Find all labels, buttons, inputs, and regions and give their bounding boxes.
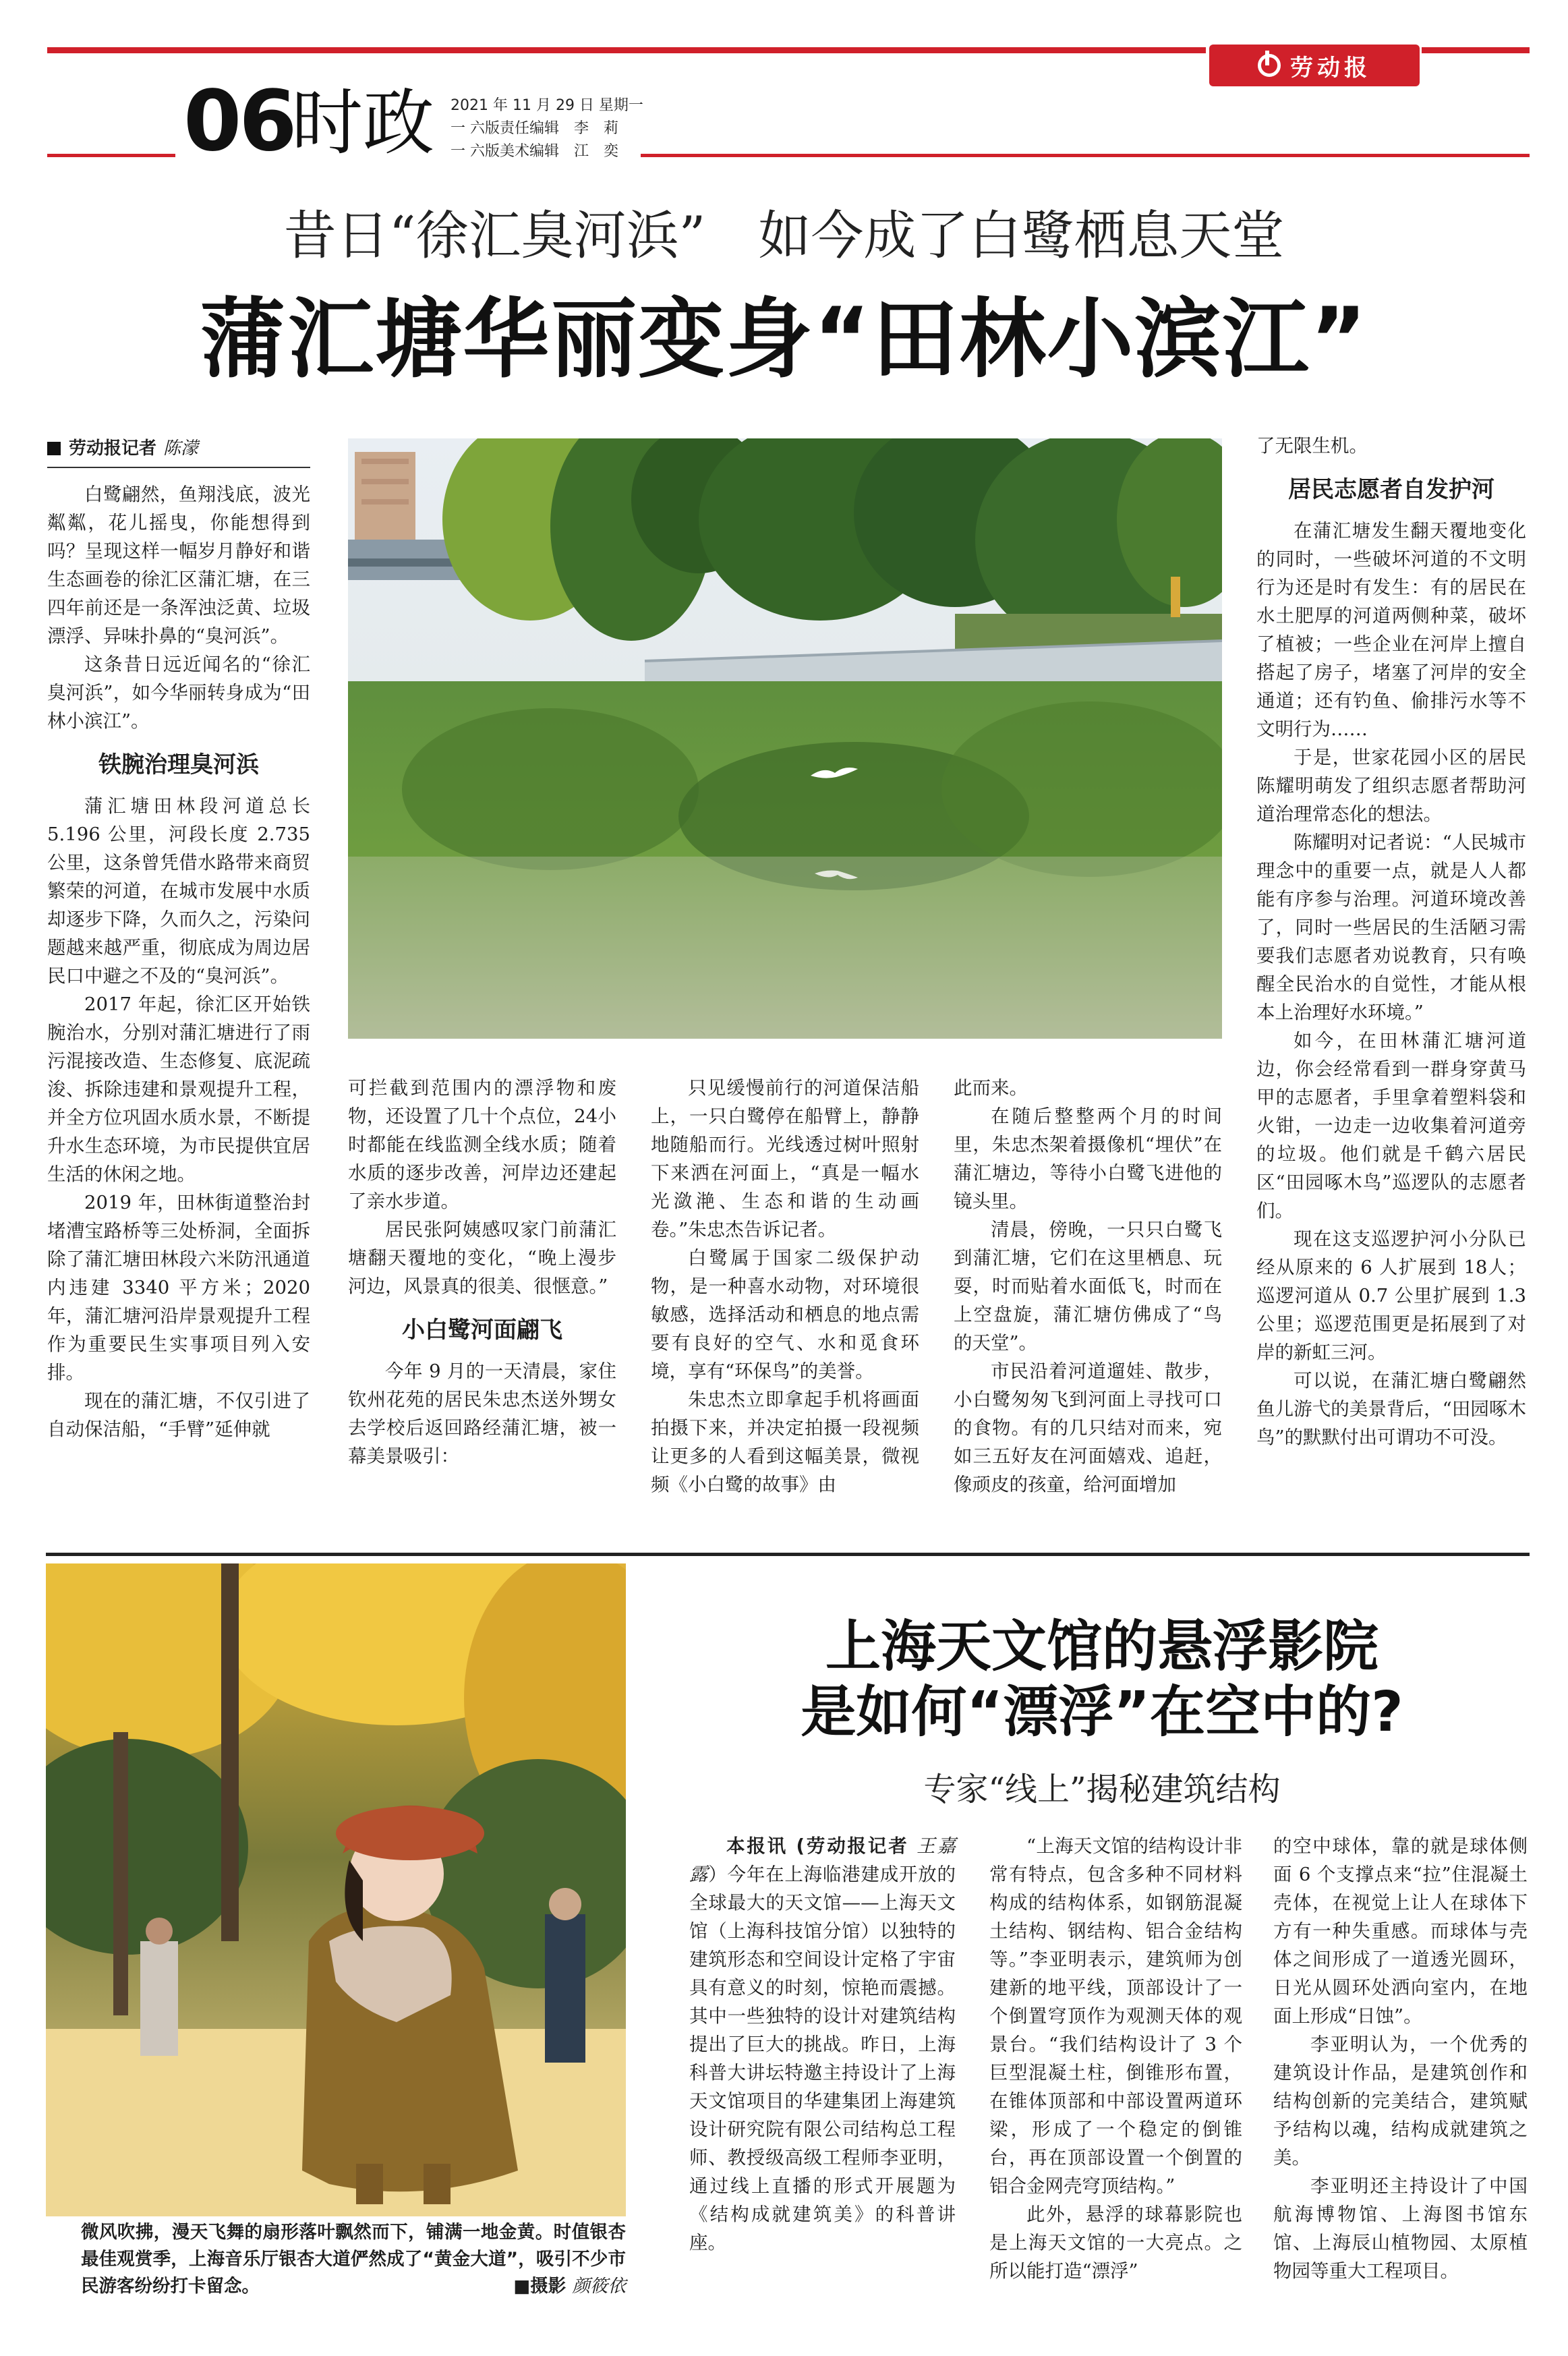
subheading: 铁腕治理臭河浜 [98,751,259,778]
article2-lead-name: 王嘉露 [689,1835,956,1885]
subheading: 居民志愿者自发护河 [1288,476,1494,503]
paragraph: 这条昔日远近闻名的“徐汇臭河浜”，如今华丽转身成为“田林小滨江”。 [47,654,310,732]
article-headline: 蒲汇塘华丽变身“田林小滨江” [200,289,1368,390]
paragraph: 现在这支巡逻护河小分队已经从原来的 6 人扩展到 18人；巡逻河道从 0.7 公里扩展到 1.3 公里；巡逻范围更是拓展到了对岸的新虹三河。 [1256,1228,1526,1363]
masthead-top-rule [47,47,1206,53]
ginkgo-photo-image [46,1563,626,2216]
masthead-left-rule [47,154,175,157]
article1-column-2 [348,1074,616,1470]
paragraph [689,1832,956,2257]
caption-text: 微风吹拂，漫天飞舞的扇形落叶飘然而下，铺满一地金黄。时值银杏最佳观赏季，上海音乐厅银杏大道俨然成了“黄金大道”，吸引不少市民游客纷纷打卡留念。 [81,2222,626,2297]
article2-headline-line2: 是如何“漂浮”在空中的? [801,1679,1403,1744]
paragraph: 现在的蒲汇塘，不仅引进了自动保洁船，“手臂”延伸就 [47,1390,310,1440]
paragraph: 如今，在田林蒲汇塘河道边，你会经常看到一群身穿黄马甲的志愿者，手里拿着塑料袋和火钳，一边走一边收集着河道旁的垃圾。他们就是千鹤六居民区“田园啄木鸟”巡逻队的志愿者们。 [1256,1030,1526,1222]
photo-caption [81,2219,626,2300]
paragraph: 的空中球体，靠的就是球体侧面 6 个支撑点来“拉”住混凝土壳体，在视觉上让人在球体下方有一种失重感。而球体与壳体之间形成了一道透光圆环，日光从圆环处洒向室内，在地面上形成“日蚀”。 [1273,1835,1528,2027]
ginkgo-photo [46,1563,626,2216]
article2-lead-text: ）今年在上海临港建成开放的全球最大的天文馆——上海天文馆（上海科技馆分馆）以独特的建筑形态和空间设计定格了宇宙具有意义的时刻，惊艳而震撼。其中一些独特的设计对建筑结构提出了巨大的挑战。昨日，上海科普大讲坛特邀主持设计了上海天文馆项目的华建集团上海建筑设计研究院有限公司结构总工程师、教授级高级工程师李亚明，通过线上直播的形式开展题为《结构成就建筑美》的科普讲座。 [689,1864,956,2253]
paragraph: 白鹭属于国家二级保护动物，是一种喜水动物，对环境很敏感，选择活动和栖息的地点需要有良好的空气、水和觅食环境，享有“环保鸟”的美誉。 [651,1247,919,1382]
article2-column-3 [1273,1832,1528,2285]
paragraph: 蒲汇塘田林段河道总长5.196 公里，河段长度 2.735 公里，这条曾凭借水路带来商贸繁荣的河道，在城市发展中水质却逐步下降，久而久之，污染问题越来越严重，彻底成为周边居民口中避之不及的“臭河浜”。 [47,795,310,987]
photo-credit-label: ■摄影 [513,2276,567,2297]
masthead-right-rule [1422,47,1530,53]
editor-line: 一 六版责任编辑 李 莉 [451,120,618,137]
byline-label: 劳动报记者 [69,438,157,459]
subheading: 小白鹭河面翩飞 [402,1317,562,1344]
paragraph: 李亚明认为，一个优秀的建筑设计作品，是建筑创作和结构创新的完美结合，建筑赋予结构以魂，结构成就建筑之美。 [1273,2034,1528,2168]
paragraph: 居民张阿姨感叹家门前蒲汇塘翻天覆地的变化，“晚上漫步河边，风景真的很美、很惬意。” [348,1219,616,1297]
paragraph: 朱忠杰立即拿起手机将画面拍摄下来，并决定拍摄一段视频让更多的人看到这幅美景，微视频《小白鹭的故事》由 [651,1389,919,1495]
paragraph: 可以说，在蒲汇塘白鹭翩然鱼儿游弋的美景背后，“田园啄木鸟”的默默付出可谓功不可没。 [1256,1370,1526,1448]
river-photo-image [348,438,1222,1039]
paragraph: 清晨，傍晚，一只只白鹭飞到蒲汇塘，它们在这里栖息、玩耍，时而贴着水面低飞，时而在上空盘旋，蒲汇塘仿佛成了“鸟的天堂”。 [954,1219,1222,1354]
byline-square-icon [47,442,61,455]
article1-column-4 [954,1074,1222,1499]
article1-column-1 [47,480,310,1443]
article2-column-1 [689,1832,956,2257]
byline-name: 陈濛 [163,438,199,459]
paragraph: “上海天文馆的结构设计非常有特点，包含多种不同材料构成的结构体系，如钢筋混凝土结构、钢结构、铝合金结构等。”李亚明表示，建筑师为创建新的地平线，顶部设计了一个倒置穹顶作为观测天体的观景台。“我们结构设计了 3 个巨型混凝土柱，倒锥形布置，在锥体顶部和中部设置两道环梁，形成了一个稳定的倒锥台，再在顶部设置一个倒置的铝合金网壳穹顶结构。” [989,1835,1242,2197]
paragraph: 了无限生机。 [1256,435,1368,457]
river-photo [348,438,1222,1039]
paragraph: 白鹭翩然，鱼翔浅底，波光粼粼，花儿摇曳，你能想得到吗？呈现这样一幅岁月静好和谐生态画卷的徐汇区蒲汇塘，在三四年前还是一条浑浊泛黄、垃圾漂浮、异味扑鼻的“臭河浜”。 [47,484,310,647]
masthead-bottom-rule [641,154,1530,157]
paragraph: 2019 年，田林街道整治封堵漕宝路桥等三处桥洞，全面拆除了蒲汇塘田林段六米防汛通道内违建 3340 平方米；2020年，蒲汇塘河沿岸景观提升工程作为重要民生实事项目列入安排。 [47,1192,310,1383]
paragraph: 此而来。 [954,1077,1028,1099]
photo-credit [513,2273,626,2300]
paragraph: 2017 年起，徐汇区开始铁腕治水，分别对蒲汇塘进行了雨污混接改造、生态修复、底泥疏浚、拆除违建和景观提升工程，并全方位巩固水质水景，不断提升水生态环境，为市民提供宜居生活的休闲之地。 [47,994,310,1185]
paragraph: 市民沿着河道遛娃、散步，小白鹭匆匆飞到河面上寻找可口的食物。有的几只结对而来，宛如三五好友在河面嬉戏、追赶，像顽皮的孩童，给河面增加 [954,1360,1222,1495]
paragraph: 李亚明还主持设计了中国航海博物馆、上海图书馆东馆、上海辰山植物园、太原植物园等重大工程项目。 [1273,2175,1528,2282]
date-line: 2021 年 11 月 29 日 星期一 [451,97,643,114]
paragraph: 在蒲汇塘发生翻天覆地变化的同时，一些破坏河道的不文明行为还是时有发生：有的居民在水土肥厚的河道两侧种菜，破坏了植被；一些企业在河岸上擅自搭起了房子，堵塞了河岸的安全通道；还有钓鱼、偷排污水等不文明行为…… [1256,520,1526,740]
byline [47,434,310,459]
paragraph: 只见缓慢前行的河道保洁船上，一只白鹭停在船臂上，静静地随船而行。光线透过树叶照射下来洒在河面上，“真是一幅水光潋滟、生态和谐的生动画卷。”朱忠杰告诉记者。 [651,1077,919,1240]
paragraph: 此外，悬浮的球幕影院也是上海天文馆的一大亮点。之所以能打造“漂浮” [989,2204,1242,2282]
article-kicker: 昔日“徐汇臭河浜” 如今成了白鹭栖息天堂 [283,206,1285,266]
photo-credit-name: 颜筱依 [572,2276,626,2297]
article1-column-3 [651,1074,919,1499]
page-number: 06 [183,73,295,170]
article2-deck: 专家“线上”揭秘建筑结构 [923,1771,1281,1808]
article2-column-2 [989,1832,1242,2285]
article1-column-5 [1256,432,1526,1452]
logo-icon [1258,54,1281,77]
logo-text: 劳动报 [1290,54,1371,82]
section-name: 时政 [291,82,434,165]
article2-headline-line1: 上海天文馆的悬浮影院 [825,1615,1378,1679]
paragraph: 陈耀明对记者说：“人民城市理念中的重要一点，就是人人都能有序参与治理。河道环境改善了，同时一些居民的生活陋习需要我们志愿者劝说教育，只有唤醒全民治水的自觉性，才能从根本上治理好水环境。” [1256,832,1526,1023]
paragraph: 可拦截到范围内的漂浮物和废物，还设置了几十个点位，24小时都能在线监测全线水质；随着水质的逐步改善，河岸边还建起了亲水步道。 [348,1077,616,1212]
art-editor-line: 一 六版美术编辑 江 奕 [451,143,618,160]
section-divider [46,1553,1530,1556]
paragraph: 在随后整整两个月的时间里，朱忠杰架着摄像机“埋伏”在蒲汇塘边，等待小白鹭飞进他的镜头里。 [954,1105,1222,1212]
article2-headline [674,1615,1530,1746]
paragraph: 于是，世家花园小区的居民陈耀明萌发了组织志愿者帮助河道治理常态化的想法。 [1256,747,1526,825]
byline-rule [47,467,310,468]
paragraph: 今年 9 月的一天清晨，家住钦州花苑的居民朱忠杰送外甥女去学校后返回路经蒲汇塘，被一幕美景吸引： [348,1360,616,1467]
newspaper-logo [1209,45,1420,86]
article2-lead-label: 本报讯 (劳动报记者 [726,1835,909,1857]
